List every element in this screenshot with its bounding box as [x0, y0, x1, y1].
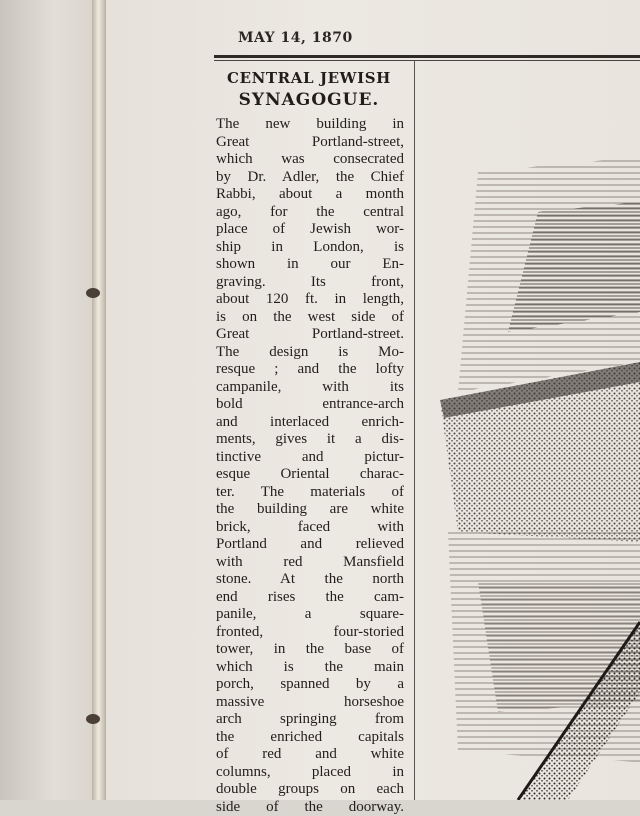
header-rule	[214, 55, 640, 58]
headline-line-1: CENTRAL JEWISH	[210, 68, 408, 88]
article-line: of red and white	[216, 746, 404, 764]
article-line: Rabbi, about a month	[216, 186, 404, 204]
article-line: tower, in the base of	[216, 641, 404, 659]
previous-page	[0, 0, 100, 800]
article-line: esque Oriental charac-	[216, 466, 404, 484]
synagogue-engraving	[418, 62, 640, 800]
article-line: arch springing from	[216, 711, 404, 729]
dateline: MAY 14, 1870	[238, 30, 353, 46]
article-line: Great Portland-street,	[216, 134, 404, 152]
article-line: ments, gives it a dis-	[216, 431, 404, 449]
article-line: The new building in	[216, 116, 404, 134]
article-line: ter. The materials of	[216, 484, 404, 502]
article-line: fronted, four-storied	[216, 624, 404, 642]
article-line: place of Jewish wor-	[216, 221, 404, 239]
article-line: resque ; and the lofty	[216, 361, 404, 379]
headline-line-2: SYNAGOGUE.	[210, 88, 408, 112]
article-line: Portland and relieved	[216, 536, 404, 554]
article-line: ship in London, is	[216, 239, 404, 257]
article-line: brick, faced with	[216, 519, 404, 537]
article-line: columns, placed in	[216, 764, 404, 782]
article-line: and interlaced enrich-	[216, 414, 404, 432]
header-rule-thin	[214, 60, 640, 61]
article-line: graving. Its front,	[216, 274, 404, 292]
article-line: Great Portland-street.	[216, 326, 404, 344]
article-line: side of the doorway.	[216, 799, 404, 816]
article-line: by Dr. Adler, the Chief	[216, 169, 404, 187]
column-rule	[414, 60, 415, 800]
article-line: which is the main	[216, 659, 404, 677]
article-line: The design is Mo-	[216, 344, 404, 362]
article-line: end rises the cam-	[216, 589, 404, 607]
article-line: with red Mansfield	[216, 554, 404, 572]
article-line: is on the west side of	[216, 309, 404, 327]
article-line: campanile, with its	[216, 379, 404, 397]
article-line: about 120 ft. in length,	[216, 291, 404, 309]
article-line: ago, for the central	[216, 204, 404, 222]
spine-tear-upper	[86, 288, 100, 298]
spine-tear-lower	[86, 714, 100, 724]
article-line: shown in our En-	[216, 256, 404, 274]
article-line: porch, spanned by a	[216, 676, 404, 694]
article-line: bold entrance-arch	[216, 396, 404, 414]
article-line: the enriched capitals	[216, 729, 404, 747]
article-line: double groups on each	[216, 781, 404, 799]
article-headline	[210, 68, 408, 112]
article-body	[216, 116, 404, 816]
article-line: massive horseshoe	[216, 694, 404, 712]
article-line: the building are white	[216, 501, 404, 519]
article-line: which was consecrated	[216, 151, 404, 169]
article-line: tinctive and pictur-	[216, 449, 404, 467]
article-line: panile, a square-	[216, 606, 404, 624]
article-line: stone. At the north	[216, 571, 404, 589]
